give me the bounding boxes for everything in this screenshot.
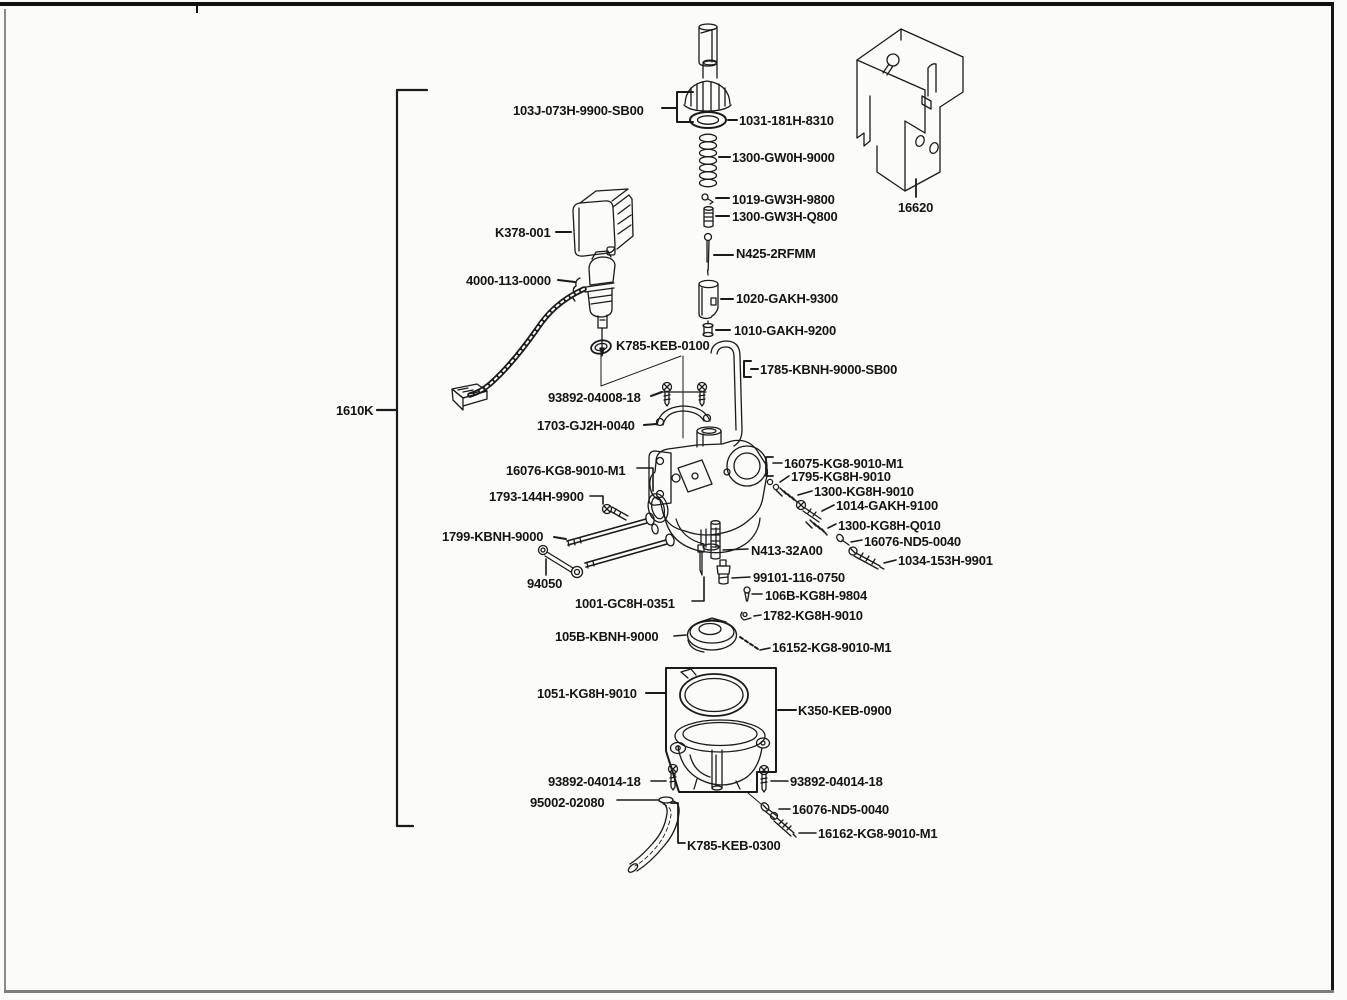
part-label-1703-gj2h-0040: 1703-GJ2H-0040 — [537, 418, 635, 433]
bent-fitting-drawing — [539, 546, 583, 578]
part-label-93892-04014-18-l: 93892-04014-18 — [548, 774, 641, 789]
part-label-1610k: 1610K — [336, 403, 374, 418]
mounting-bracket-16620-drawing — [857, 29, 963, 197]
part-label-n413-32a00: N413-32A00 — [751, 543, 823, 558]
part-label-k785-keb-0300: K785-KEB-0300 — [687, 838, 781, 853]
part-label-16162-kg8-9010-m1: 16162-KG8-9010-M1 — [818, 826, 938, 841]
part-label-16075-kg8-9010-m1: 16075-KG8-9010-M1 — [784, 456, 904, 471]
throttle-slide-drawing — [699, 280, 733, 318]
part-label-1014-gakh-9100: 1014-GAKH-9100 — [836, 498, 938, 513]
part-label-103j-073h-9900-sb00: 103J-073H-9900-SB00 — [513, 103, 644, 118]
part-label-93892-04014-18-r: 93892-04014-18 — [790, 774, 883, 789]
float-bowl-drawing — [671, 720, 770, 790]
jet-needle-drawing — [705, 234, 734, 276]
part-label-1795-kg8h-9010: 1795-KG8H-9010 — [791, 469, 891, 484]
part-label-k785-keb-0100: K785-KEB-0100 — [616, 338, 710, 353]
part-label-1300-kg8h-q010: 1300-KG8H-Q010 — [838, 518, 941, 533]
part-label-1020-gakh-9300: 1020-GAKH-9300 — [736, 291, 838, 306]
cdi-unit-drawing — [556, 189, 633, 256]
valve-seat-drawing — [703, 321, 730, 337]
part-label-99101-116-0750: 99101-116-0750 — [753, 570, 845, 585]
part-label-106b-kg8h-9804: 106B-KG8H-9804 — [765, 588, 867, 603]
slide-spring-drawing — [700, 134, 731, 187]
part-label-95002-02080: 95002-02080 — [530, 795, 605, 810]
part-label-1785-kbnh-9000-sb00: 1785-KBNH-9000-SB00 — [760, 362, 898, 377]
part-label-93892-04008-18: 93892-04008-18 — [548, 390, 641, 405]
part-label-1300-gw0h-9000: 1300-GW0H-9000 — [732, 150, 835, 165]
part-label-1019-gw3h-9800: 1019-GW3H-9800 — [732, 192, 835, 207]
part-label-1031-181h-8310: 1031-181H-8310 — [739, 113, 834, 128]
part-label-1010-gakh-9200: 1010-GAKH-9200 — [734, 323, 836, 338]
top-oring-drawing — [690, 112, 737, 128]
part-label-16076-kg8-9010-m1: 16076-KG8-9010-M1 — [506, 463, 626, 478]
part-label-1034-153h-9901: 1034-153H-9901 — [898, 553, 993, 568]
part-label-105b-kbnh-9000: 105B-KBNH-9000 — [555, 629, 659, 644]
part-label-16620: 16620 — [898, 200, 934, 215]
carb-cap-drawing — [662, 60, 731, 122]
part-label-1799-kbnh-9000: 1799-KBNH-9000 — [442, 529, 544, 544]
part-label-n425-2rfmm: N425-2RFMM — [736, 246, 816, 261]
needle-holder-drawing — [704, 207, 729, 228]
part-label-16152-kg8-9010-m1: 16152-KG8-9010-M1 — [772, 640, 892, 655]
part-label-1793-144h-9900: 1793-144H-9900 — [489, 489, 584, 504]
part-label-16076-nd5-0040-b: 16076-ND5-0040 — [792, 802, 889, 817]
part-label-94050: 94050 — [527, 576, 563, 591]
part-label-16076-nd5-0040-a: 16076-ND5-0040 — [864, 534, 961, 549]
part-label-1782-kg8h-9010: 1782-KG8H-9010 — [763, 608, 863, 623]
part-label-1051-kg8h-9010: 1051-KG8H-9010 — [537, 686, 637, 701]
bowl-box-drawing — [646, 668, 796, 792]
part-label-k378-001: K378-001 — [495, 225, 551, 240]
top-screws-drawing — [651, 383, 707, 407]
group-bracket-1610k — [377, 90, 427, 826]
carburetor-body-drawing — [649, 427, 767, 553]
strap-bracket-drawing — [644, 406, 711, 426]
part-label-k350-keb-0900: K350-KEB-0900 — [798, 703, 892, 718]
bowl-gasket-drawing — [680, 669, 748, 716]
fuel-pipe-drawing — [711, 341, 758, 446]
drain-tube-drawing — [617, 797, 685, 874]
part-label-1300-kg8h-9010: 1300-KG8H-9010 — [814, 484, 914, 499]
mounting-studs-drawing — [554, 496, 675, 568]
float-drawing — [674, 618, 770, 652]
part-label-1001-gc8h-0351: 1001-GC8H-0351 — [575, 596, 675, 611]
part-label-1300-gw3h-q800: 1300-GW3H-Q800 — [732, 209, 838, 224]
float-valve-drawing — [741, 587, 762, 620]
part-label-4000-113-0000: 4000-113-0000 — [466, 273, 551, 288]
needle-clip-drawing — [702, 194, 729, 204]
